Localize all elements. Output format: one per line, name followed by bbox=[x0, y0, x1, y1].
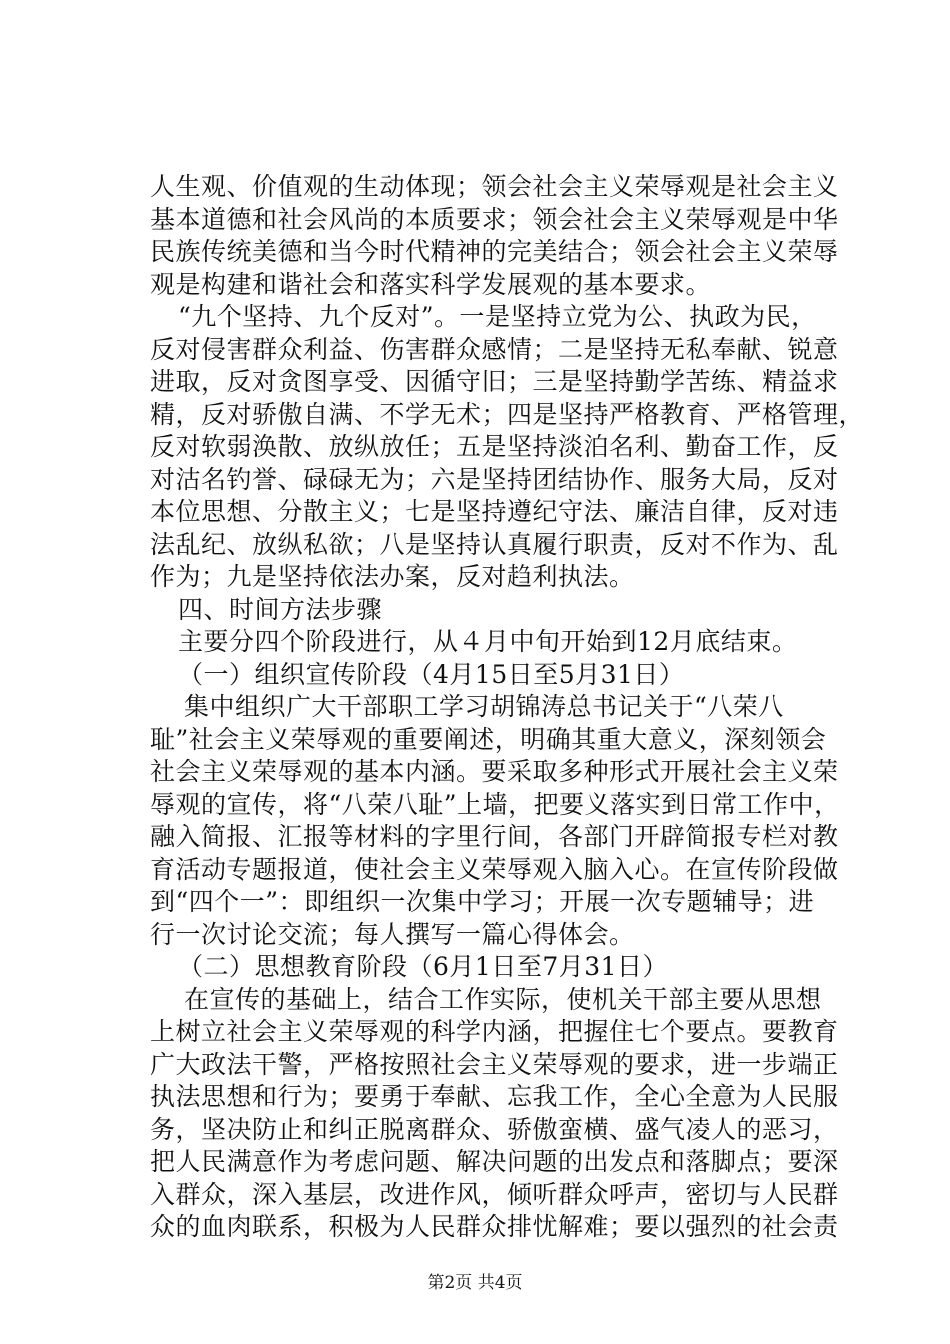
paragraph-line: 融入简报、汇报等材料的字里行间，各部门开辟简报专栏对教 bbox=[150, 822, 839, 851]
paragraph-line: 民族传统美德和当今时代精神的完美结合；领会社会主义荣辱 bbox=[150, 237, 839, 266]
paragraph-line: 入群众，深入基层，改进作风，倾听群众呼声，密切与人民群 bbox=[150, 1179, 839, 1209]
paragraph-line: 基本道德和社会风尚的本质要求；领会社会主义荣辱观是中华 bbox=[150, 204, 839, 234]
paragraph-line: 耻”社会主义荣辱观的重要阐述，明确其重大意义，深刻领会 bbox=[150, 724, 827, 754]
paragraph-line: 反对软弱涣散、放纵放任；五是坚持淡泊名利、勤奋工作，反 bbox=[150, 432, 839, 461]
paragraph-line: 进取，反对贪图享受、因循守旧；三是坚持勤学苦练、精益求 bbox=[150, 367, 839, 396]
paragraph-line: 精，反对骄傲自满、不学无术；四是坚持严格教育、严格管理， bbox=[150, 399, 865, 429]
paragraph-line: 人生观、价值观的生动体现；领会社会主义荣辱观是社会主义 bbox=[150, 172, 839, 201]
paragraph-line: 社会主义荣辱观的基本内涵。要采取多种形式开展社会主义荣 bbox=[150, 757, 839, 786]
paragraph-line: 对沽名钓誉、碌碌无为；六是坚持团结协作、服务大局，反对 bbox=[150, 464, 839, 494]
paragraph-line: 到“四个一”：即组织一次集中学习；开展一次专题辅导；进 bbox=[150, 887, 815, 916]
paragraph-line: 行一次讨论交流；每人撰写一篇心得体会。 bbox=[150, 919, 635, 949]
paragraph-line: 在宣传的基础上，结合工作实际，使机关干部主要从思想 bbox=[184, 984, 822, 1014]
paragraph-line: “九个坚持、九个反对”。一是坚持立党为公、执政为民， bbox=[178, 302, 817, 331]
paragraph-line: 务，坚决防止和纠正脱离群众、骄傲蛮横、盛气凌人的恶习， bbox=[150, 1114, 839, 1144]
paragraph-line: 把人民满意作为考虑问题、解决问题的出发点和落脚点；要深 bbox=[150, 1147, 839, 1176]
paragraph-line: 育活动专题报道，使社会主义荣辱观入脑入心。在宣传阶段做 bbox=[150, 854, 839, 884]
paragraph-line: 反对侵害群众利益、伤害群众感情；二是坚持无私奉献、锐意 bbox=[150, 334, 839, 364]
subsection-heading: （二）思想教育阶段（6月1日至7月31日） bbox=[178, 952, 669, 981]
paragraph-line: 集中组织广大干部职工学习胡锦涛总书记关于“八荣八 bbox=[184, 692, 784, 721]
paragraph-line: 辱观的宣传，将“八荣八耻”上墙，把要义落实到日常工作中， bbox=[150, 789, 840, 819]
paragraph-line: 执法思想和行为；要勇于奉献、忘我工作，全心全意为人民服 bbox=[150, 1082, 839, 1111]
subsection-heading: （一）组织宣传阶段（4月15日至5月31日） bbox=[178, 659, 685, 689]
paragraph-line: 法乱纪、放纵私欲；八是坚持认真履行职责，反对不作为、乱 bbox=[150, 529, 839, 559]
paragraph-line: 广大政法干警，严格按照社会主义荣辱观的要求，进一步端正 bbox=[150, 1049, 839, 1079]
paragraph-line: 本位思想、分散主义；七是坚持遵纪守法、廉洁自律，反对违 bbox=[150, 497, 839, 526]
paragraph-line: 主要分四个阶段进行，从４月中旬开始到12月底结束。 bbox=[178, 627, 798, 656]
paragraph-line: 作为；九是坚持依法办案，反对趋利执法。 bbox=[150, 562, 635, 591]
paragraph-line: 观是构建和谐社会和落实科学发展观的基本要求。 bbox=[150, 269, 712, 299]
section-heading: 四、时间方法步骤 bbox=[178, 594, 383, 624]
page-number-footer: 第2页 共4页 bbox=[427, 1273, 523, 1293]
paragraph-line: 众的血肉联系，积极为人民群众排忧解难；要以强烈的社会责 bbox=[150, 1212, 839, 1241]
paragraph-line: 上树立社会主义荣辱观的科学内涵，把握住七个要点。要教育 bbox=[150, 1017, 839, 1046]
